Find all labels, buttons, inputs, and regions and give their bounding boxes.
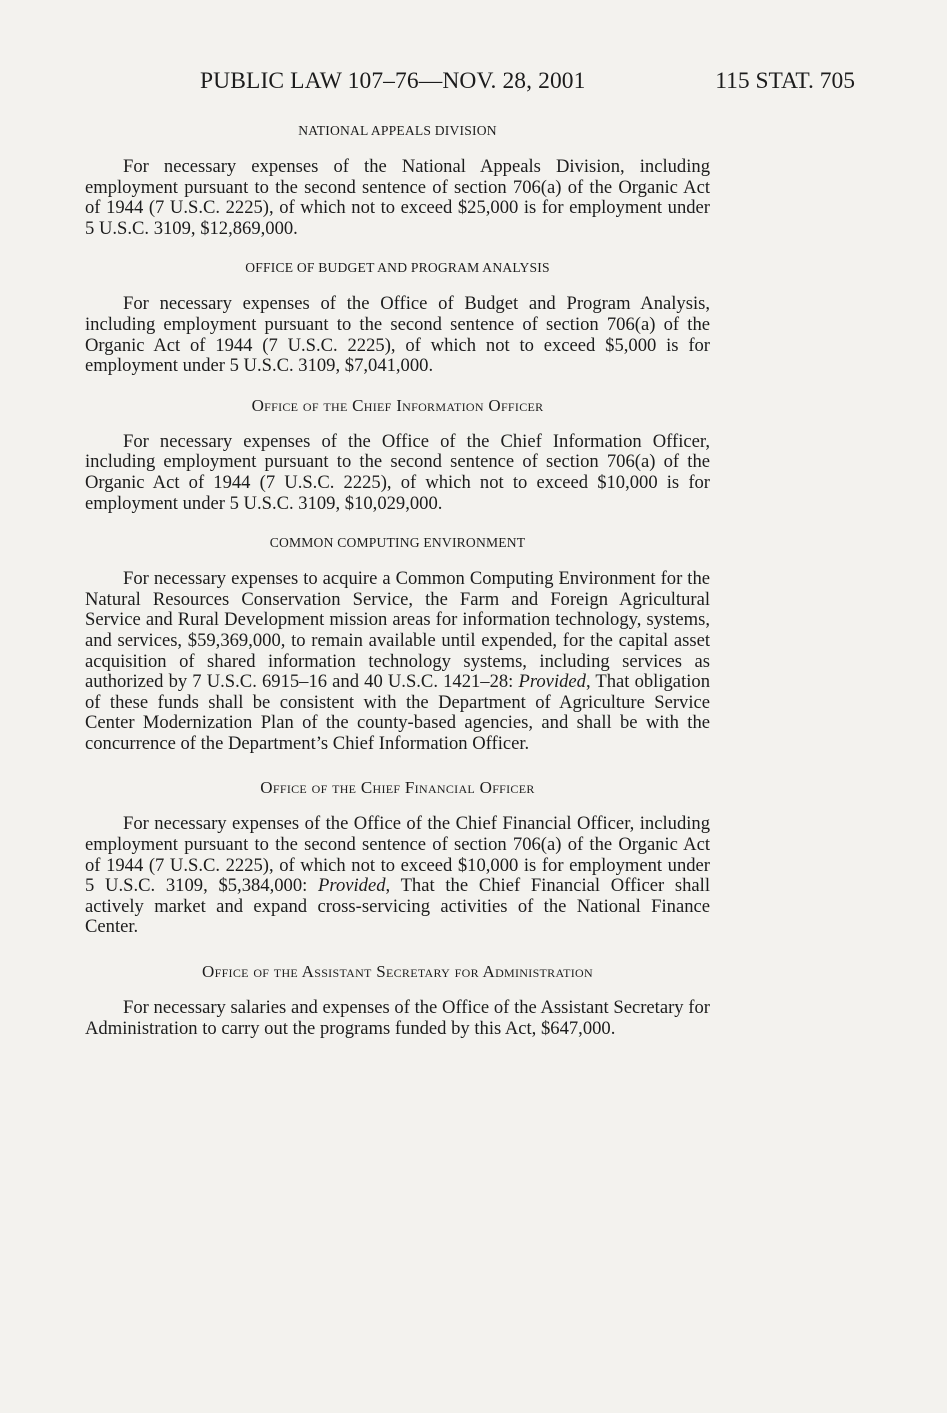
section-heading: Office of the Assistant Secretary for Administration: [202, 962, 593, 982]
section-heading: OFFICE OF BUDGET AND PROGRAM ANALYSIS: [245, 260, 550, 276]
section-chief-information-officer: [85, 396, 710, 514]
section-common-computing-environment: [85, 533, 710, 754]
running-head: [200, 68, 855, 102]
section-heading: NATIONAL APPEALS DIVISION: [298, 123, 497, 138]
section-chief-financial-officer: [85, 778, 710, 938]
section-paragraph: For necessary expenses of the National Appeals Division, including employment pursuant to the second sentence of section 706(a) of the Organic Act of 1944 (7 U.S.C. 2225), of which not to exceed $25,000 is for employment under 5 U.S.C. 3109, $12,869,000.: [85, 156, 710, 239]
document-body: [85, 121, 710, 1039]
statute-page-number: 115 STAT. 705: [715, 68, 855, 94]
provided-term: Provided: [518, 671, 586, 693]
paragraph-text: , That the Chief Financial Officer shall actively market and expand cross-servicing activities of the National Finance Center.: [85, 875, 710, 938]
public-law-citation: PUBLIC LAW 107–76—NOV. 28, 2001: [200, 68, 586, 94]
section-heading: Office of the Chief Financial Officer: [260, 778, 535, 798]
section-paragraph: For necessary expenses of the Office of the Chief Information Officer, including employment pursuant to the second sentence of section 706(a) of the Organic Act of 1944 (7 U.S.C. 2225), of which not to exceed $10,000 is for employment under 5 U.S.C. 3109, $10,029,000.: [85, 430, 710, 514]
section-budget-program-analysis: [85, 258, 710, 376]
section-heading: Office of the Chief Information Officer: [251, 395, 544, 415]
section-assistant-secretary-administration: [85, 962, 710, 1039]
section-paragraph: For necessary salaries and expenses of the Office of the Assistant Secretary for Administration to carry out the programs funded by this Act, $647,000.: [85, 997, 710, 1039]
section-paragraph: [85, 814, 710, 938]
paragraph-text: For necessary expenses to acquire a Common Computing Environment for the Natural Resources Conservation Service, the Farm and Foreign Agricultural Service and Rural Development mission areas for information technology, systems, and services, $59,369,000, to remain available until expended, for the capital asset acquisition of shared information technology systems, including services as authorized by 7 U.S.C. 6915–16 and 40 U.S.C. 1421–28:: [85, 568, 710, 693]
paragraph-text: , That obligation of these funds shall be consistent with the Department of Agriculture Service Center Modernization Plan of the county-based agencies, and shall be with the concurrence of the Department’s Chief Information Officer.: [85, 671, 710, 754]
section-paragraph: [85, 569, 710, 754]
section-paragraph: For necessary expenses of the Office of Budget and Program Analysis, including employment pursuant to the second sentence of section 706(a) of the Organic Act of 1944 (7 U.S.C. 2225), of which not to exceed $5,000 is for employment under 5 U.S.C. 3109, $7,041,000.: [85, 293, 710, 377]
section-national-appeals-division: [85, 121, 710, 239]
section-heading: COMMON COMPUTING ENVIRONMENT: [269, 535, 526, 551]
paragraph-text: For necessary expenses of the Office of the Chief Financial Officer, including employment pursuant to the second sentence of section 706(a) of the Organic Act of 1944 (7 U.S.C. 2225), of which not to exceed $10,000 is for employment under 5 U.S.C. 3109, $5,384,000:: [85, 813, 710, 897]
provided-term: Provided: [318, 875, 386, 897]
